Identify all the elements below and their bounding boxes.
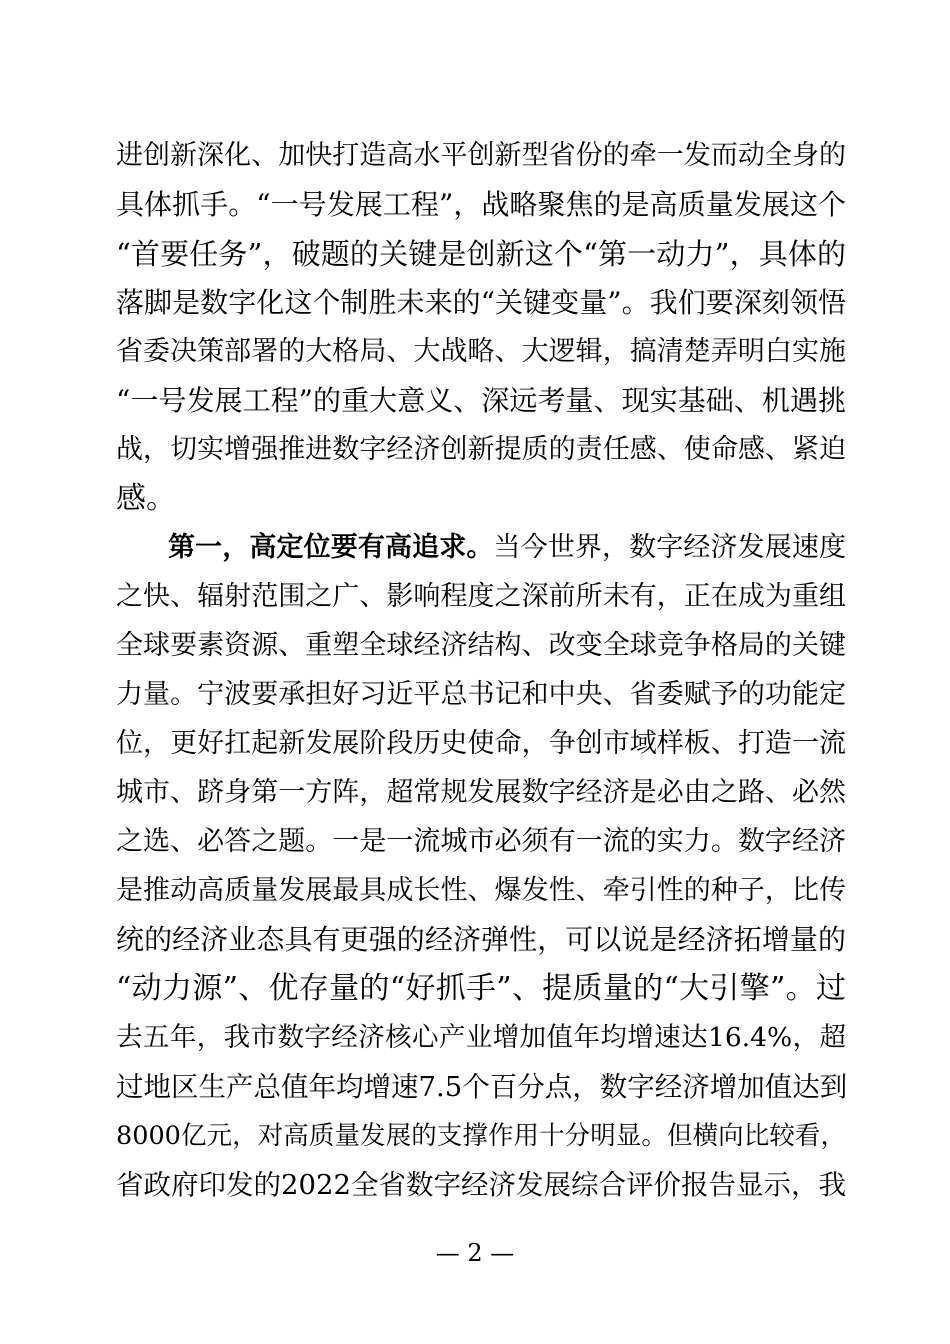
body-text-line: 落脚是数字化这个制胜未来的“关键变量”。我们要深刻领悟 <box>116 286 846 319</box>
body-text-line: “一号发展工程”的重大意义、深远考量、现实基础、机遇挑 <box>116 384 846 417</box>
page-number: — 2 — <box>435 1239 515 1267</box>
body-text-line: 力量。宁波要承担好习近平总书记和中央、省委赋予的功能定 <box>116 679 846 710</box>
body-text-line: 感。 <box>116 481 176 516</box>
body-text-line: “首要任务”，破题的关键是创新这个“第一动力”，具体的 <box>116 237 846 271</box>
body-text-line: 具体抓手。“一号发展工程”，战略聚焦的是高质量发展这个 <box>116 188 846 221</box>
body-text-line: 进创新深化、加快打造高水平创新型省份的牵一发而动全身的 <box>116 140 846 171</box>
body-text-line: 战，切实增强推进数字经济创新提质的责任感、使命感、紧迫 <box>116 434 846 465</box>
body-text-span: 当今世界，数字经济发展速度 <box>493 532 846 563</box>
body-text-line: 统的经济业态具有更强的经济弹性，可以说是经济拓增量的 <box>116 923 846 956</box>
body-text-line: 是推动高质量发展最具成长性、爆发性、牵引性的种子，比传 <box>116 875 846 906</box>
body-text-line: 省政府印发的2022全省数字经济发展综合评价报告显示，我 <box>116 1169 846 1201</box>
body-text-line: 位，更好扛起新发展阶段历史使命，争创市域样板、打造一流 <box>116 728 846 759</box>
body-text-line: 之选、必答之题。一是一流城市必须有一流的实力。数字经济 <box>116 826 846 857</box>
section-heading: 第一，高定位要有高追求。 <box>168 532 494 563</box>
body-text-line: 去五年，我市数字经济核心产业增加值年均增速达16.4%，超 <box>116 1022 846 1053</box>
body-text-line: 之快、辐射范围之广、影响程度之深前所未有，正在成为重组 <box>116 581 846 612</box>
body-text-line: 过地区生产总值年均增速7.5个百分点，数字经济增加值达到 <box>116 1071 848 1103</box>
body-text-line: 全球要素资源、重塑全球经济结构、改变全球竞争格局的关键 <box>116 630 846 661</box>
body-text-line: 城市、跻身第一方阵，超常规发展数字经济是必由之路、必然 <box>116 777 846 808</box>
section-first-line <box>168 528 846 568</box>
body-text-line: 省委决策部署的大格局、大战略、大逻辑，搞清楚弄明白实施 <box>116 336 846 367</box>
body-text-line: 8000亿元，对高质量发展的支撑作用十分明显。但横向比较看， <box>116 1121 846 1151</box>
body-text-line: “动力源”、优存量的“好抓手”、提质量的“大引擎”。过 <box>116 971 846 1006</box>
